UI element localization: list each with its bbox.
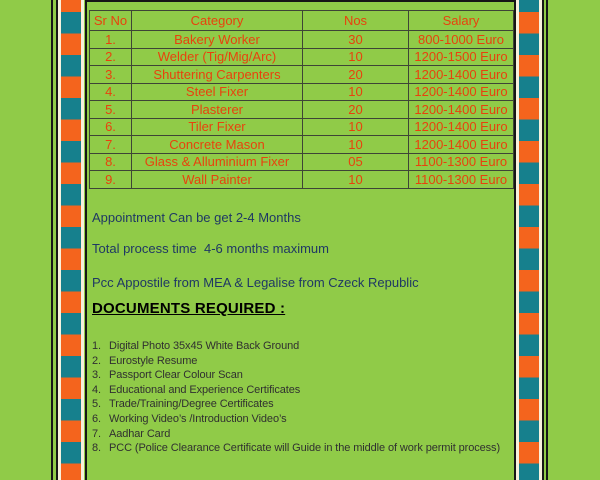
documents-list	[92, 339, 500, 456]
table-cell: 10	[303, 48, 409, 66]
table-row	[90, 136, 514, 154]
table-row	[90, 83, 514, 101]
document-item-number: 4.	[92, 383, 101, 396]
table-cell: 20	[303, 66, 409, 84]
table-cell: Tiler Fixer	[132, 118, 303, 136]
document-item	[92, 412, 500, 427]
document-item-text: Aadhar Card	[109, 427, 171, 440]
table-row	[90, 66, 514, 84]
document-item-number: 7.	[92, 427, 101, 440]
table-cell: 1.	[90, 31, 132, 49]
table-cell: 10	[303, 118, 409, 136]
document-item-text: Digital Photo 35x45 White Back Ground	[109, 340, 300, 352]
table-cell: 800-1000 Euro	[409, 31, 514, 49]
table-row	[90, 118, 514, 136]
document-item-number: 1.	[92, 340, 101, 352]
table-cell: 30	[303, 31, 409, 49]
right-checkered-border-strip	[516, 0, 542, 480]
column-header: Nos	[303, 11, 409, 31]
table-cell: Welder (Tig/Mig/Arc)	[132, 48, 303, 66]
table-row	[90, 171, 514, 189]
table-cell: 1200-1400 Euro	[409, 66, 514, 84]
table-cell: 1200-1400 Euro	[409, 101, 514, 119]
right-outer-rule	[546, 0, 548, 480]
table-cell: 1100-1300 Euro	[409, 171, 514, 189]
table-cell: 05	[303, 153, 409, 171]
jobs-table	[89, 10, 514, 189]
table-cell: 1200-1400 Euro	[409, 136, 514, 154]
table-cell: Concrete Mason	[132, 136, 303, 154]
table-row	[90, 31, 514, 49]
document-item	[92, 397, 500, 412]
table-cell: 8.	[90, 153, 132, 171]
table-cell: 1100-1300 Euro	[409, 153, 514, 171]
table-cell: Shuttering Carpenters	[132, 66, 303, 84]
note-process-time: Total process time 4-6 months maximum	[92, 241, 329, 256]
table-cell: 7.	[90, 136, 132, 154]
documents-heading: DOCUMENTS REQUIRED :	[92, 300, 286, 317]
note-appointment: Appointment Can be get 2-4 Months	[92, 210, 301, 225]
table-cell: 10	[303, 136, 409, 154]
right-inner-rule	[542, 0, 544, 480]
table-row	[90, 48, 514, 66]
document-item-number: 5.	[92, 398, 101, 411]
table-cell: 20	[303, 101, 409, 119]
document-item-text: Eurostyle Resume	[109, 354, 198, 367]
left-outer-rule	[51, 0, 53, 480]
column-header: Sr No	[90, 11, 132, 31]
document-item-number: 3.	[92, 369, 101, 382]
note-pcc-apostille: Pcc Appostile from MEA & Legalise from Czeck Republic	[92, 275, 419, 290]
table-cell: 3.	[90, 66, 132, 84]
column-header: Category	[132, 11, 303, 31]
table-cell: 5.	[90, 101, 132, 119]
table-cell: 10	[303, 83, 409, 101]
left-checkered-border-strip	[58, 0, 84, 480]
document-item-text: Working Video’s /Introduction Video’s	[109, 412, 287, 425]
document-item-number: 2.	[92, 354, 101, 367]
document-item	[92, 368, 500, 383]
table-cell: 4.	[90, 83, 132, 101]
table-cell: 1200-1400 Euro	[409, 83, 514, 101]
content-area	[87, 0, 514, 480]
table-cell: 1200-1500 Euro	[409, 48, 514, 66]
document-item-text: PCC (Police Clearance Certificate will Guide in the middle of work permit process)	[109, 442, 501, 455]
document-item-text: Trade/Training/Degree Certificates	[109, 398, 274, 411]
document-item	[92, 383, 500, 398]
top-horizontal-rule	[86, 0, 515, 2]
document-item-number: 8.	[92, 442, 101, 455]
document-item-number: 6.	[92, 412, 101, 425]
document-item-text: Educational and Experience Certificates	[109, 383, 301, 396]
column-header: Salary	[409, 11, 514, 31]
table-cell: 2.	[90, 48, 132, 66]
table-cell: 6.	[90, 118, 132, 136]
table-cell: Bakery Worker	[132, 31, 303, 49]
table-cell: Glass & Alluminium Fixer	[132, 153, 303, 171]
table-header-row	[90, 11, 514, 31]
table-cell: Plasterer	[132, 101, 303, 119]
table-cell: 10	[303, 171, 409, 189]
document-item	[92, 339, 500, 354]
document-item	[92, 427, 500, 442]
table-cell: 9.	[90, 171, 132, 189]
table-cell: 1200-1400 Euro	[409, 118, 514, 136]
table-cell: Wall Painter	[132, 171, 303, 189]
document-item	[92, 354, 500, 369]
table-cell: Steel Fixer	[132, 83, 303, 101]
jobs-table-body	[90, 31, 514, 189]
document-item-text: Passport Clear Colour Scan	[109, 369, 243, 382]
document-item	[92, 441, 500, 456]
table-row	[90, 101, 514, 119]
table-row	[90, 153, 514, 171]
